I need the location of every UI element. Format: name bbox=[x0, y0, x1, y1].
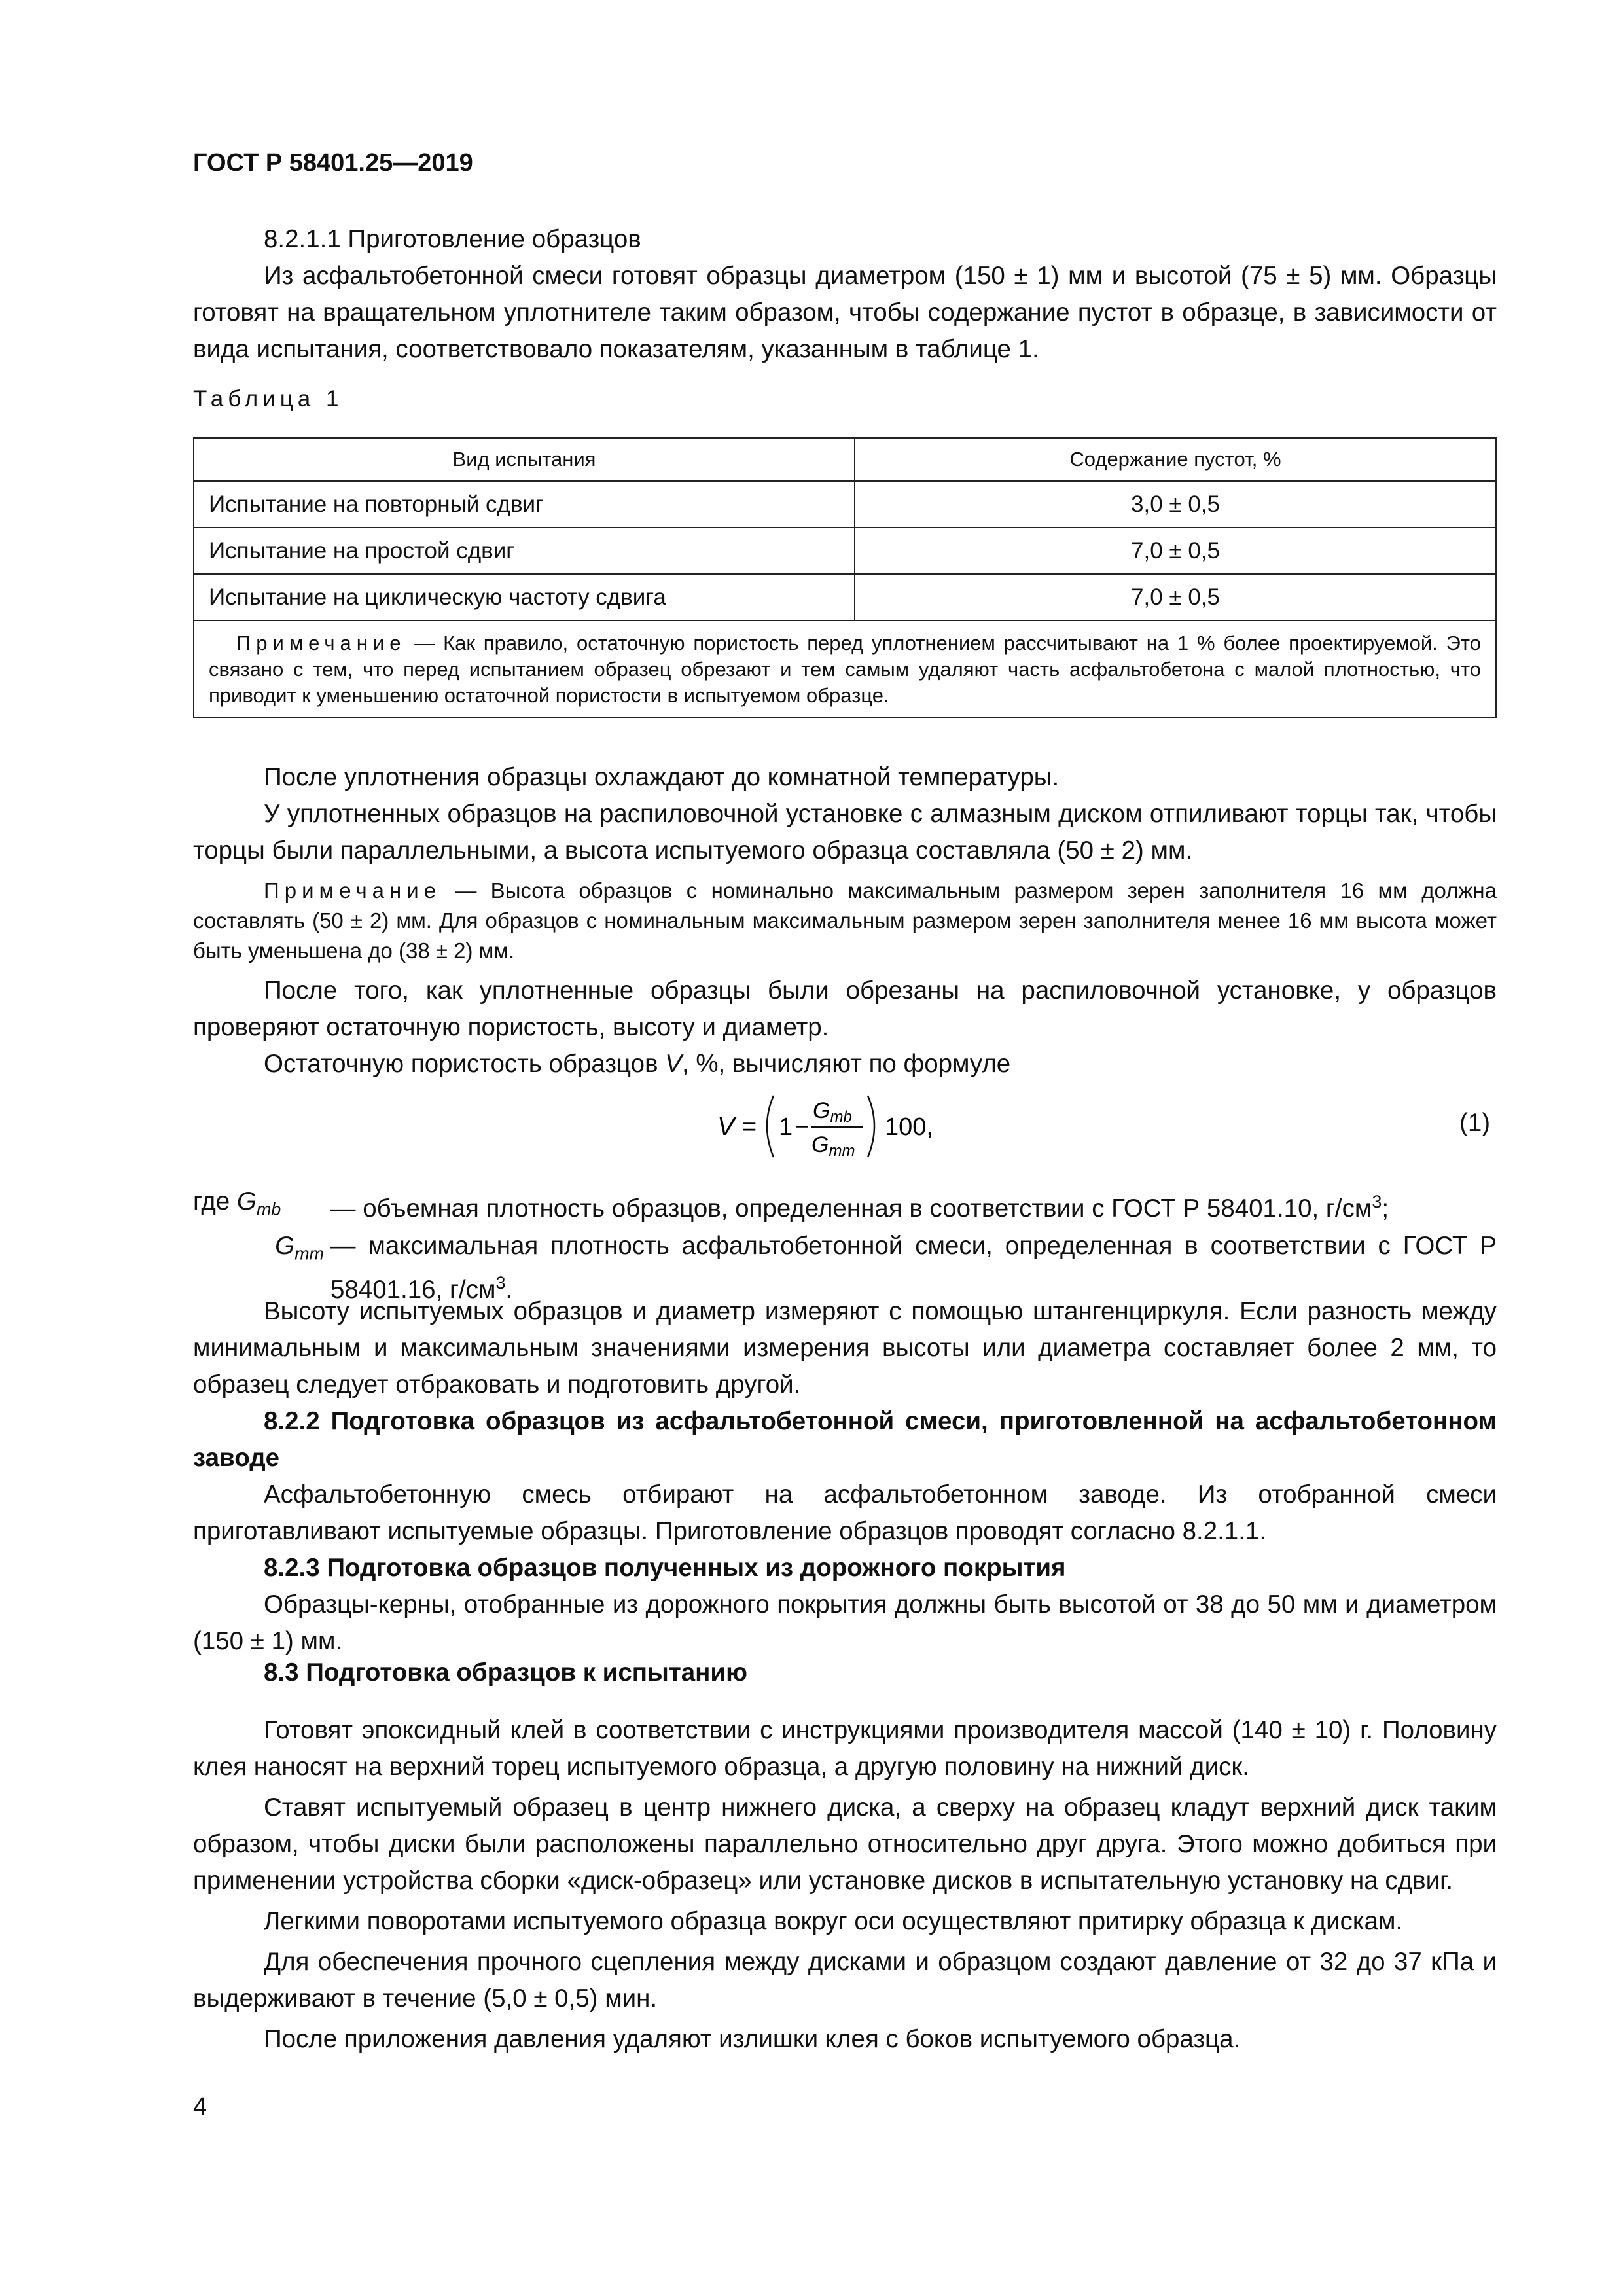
page-number: 4 bbox=[193, 2093, 207, 2121]
formula-number: (1) bbox=[1459, 1109, 1491, 1137]
section-83 bbox=[193, 1655, 1497, 2058]
porosity-intro-post: , %, вычисляют по формуле bbox=[681, 1050, 1011, 1078]
cutting-para: У уплотненных образцов на распиловочной установке с алмазным диском отпиливают торцы так, чтобы торцы были параллельными, а высота испытуемого образца составляла (50 ± 2) мм. bbox=[193, 800, 1497, 865]
table-row bbox=[194, 574, 1496, 620]
col-header-voids: Содержание пустот, % bbox=[855, 438, 1496, 481]
formula-tail: 100, bbox=[885, 1113, 933, 1141]
check-para: После того, как уплотненные образцы были обрезаны на распиловочной установке, у образцов проверяют остаточную пористость, высоту и диаметр. bbox=[193, 977, 1497, 1041]
after-table-block bbox=[193, 759, 1497, 1083]
def-gmb-symbol: где $G_{mb}$ bbox=[193, 1187, 281, 1219]
table-note-row bbox=[194, 620, 1496, 717]
cell-voids: 3,0 ± 0,5 bbox=[855, 481, 1496, 528]
section-822-para: Асфальтобетонную смесь отбирают на асфальтобетонном заводе. Из отобранной смеси приготавливают испытуемые образцы. Приготовление образцов проводят согласно 8.2.1.1. bbox=[193, 1480, 1497, 1545]
after-defs-block bbox=[193, 1293, 1497, 1660]
table-row bbox=[194, 528, 1496, 574]
porosity-intro bbox=[193, 1046, 1497, 1083]
pressure-para: Для обеспечения прочного сцепления между дисками и образцом создают давление от 32 до 37 кПа и выдерживают в течение (5,0 ± 0,5) мин. bbox=[193, 1948, 1497, 2013]
excess-glue-para: После приложения давления удаляют излишки клея с боков испытуемого образца. bbox=[264, 2025, 1241, 2053]
section-823-heading: 8.2.3 Подготовка образцов полученных из дорожного покрытия bbox=[264, 1554, 1066, 1582]
definitions-block bbox=[193, 1183, 1497, 1308]
table-note-label: Примечание bbox=[236, 632, 406, 655]
height-note-text: — Высота образцов с номинально максимальным размером зерен заполнителя 16 мм должна составлять (50 ± 2) мм. Для образцов с номинальным максимальным размером зерен заполнителя менее 16 мм высота может быть уменьшена до (38 ± 2) мм. bbox=[193, 878, 1497, 963]
cell-test: Испытание на повторный сдвиг bbox=[194, 481, 855, 528]
placement-para: Ставят испытуемый образец в центр нижнего диска, а сверху на образец кладут верхний диск таким образом, чтобы диски были расположены параллельно относительно друг друга. Этого можно добиться при применении устройства сборки «диск-образец» или установке дисков в испытательную установку на сдвиг. bbox=[193, 1793, 1497, 1895]
cell-voids: 7,0 ± 0,5 bbox=[855, 574, 1496, 620]
table-header-row bbox=[194, 438, 1496, 481]
formula-lhs: V bbox=[717, 1112, 735, 1141]
def-gmm-text: — максимальная плотность асфальтобетонной смеси, определенная в соответствии с ГОСТ Р 58401.16, $г/см^3$. bbox=[330, 1231, 1497, 1304]
porosity-var: V bbox=[665, 1050, 682, 1078]
def-gmb bbox=[193, 1183, 1497, 1228]
formula-minus: − bbox=[794, 1113, 810, 1141]
table-1 bbox=[193, 437, 1497, 718]
section-8211 bbox=[193, 221, 1497, 368]
caliper-para: Высоту испытуемых образцов и диаметр измеряют с помощью штангенциркуля. Если разность между минимальным и максимальным значениями измерения высоты или диаметра составляет более 2 мм, то образец следует отбраковать и подготовить другой. bbox=[193, 1297, 1497, 1399]
cell-test: Испытание на циклическую частоту сдвига bbox=[194, 574, 855, 620]
formula-eq: = bbox=[742, 1113, 757, 1141]
right-paren bbox=[868, 1096, 874, 1157]
cell-test: Испытание на простой сдвиг bbox=[194, 528, 855, 574]
formula-one: 1 bbox=[779, 1113, 793, 1141]
table-row bbox=[194, 481, 1496, 528]
formula-den: Gmm bbox=[812, 1132, 855, 1160]
cell-voids: 7,0 ± 0,5 bbox=[855, 528, 1496, 574]
left-paren bbox=[767, 1096, 774, 1157]
def-gmb-text: — объемная плотность образцов, определенная в соответствии с ГОСТ Р 58401.10, $г/см^3$; bbox=[330, 1192, 1389, 1223]
glue-para: Готовят эпоксидный клей в соответствии с инструкциями производителя массой (140 ± 10) г. Половину клея наносят на верхний торец испытуемого образца, а другую половину на нижний диск. bbox=[193, 1716, 1497, 1781]
section-8211-para: Из асфальтобетонной смеси готовят образцы диаметром (150 ± 1) мм и высотой (75 ± 5) мм. Образцы готовят на вращательном уплотнителе таким образом, чтобы содержание пустот в образце, в зависимости от вида испытания, соответствовало показателям, указанным в таблице 1. bbox=[193, 262, 1497, 363]
section-83-heading: 8.3 Подготовка образцов к испытанию bbox=[264, 1659, 747, 1687]
section-823-para: Образцы-керны, отобранные из дорожного покрытия должны быть высотой от 38 до 50 мм и диаметром (150 ± 1) мм. bbox=[193, 1590, 1497, 1655]
height-note bbox=[193, 876, 1497, 966]
height-note-label: Примечание bbox=[264, 878, 442, 903]
rotation-para: Легкими поворотами испытуемого образца вокруг оси осуществляют притирку образца к дискам. bbox=[264, 1907, 1403, 1935]
section-8211-heading: 8.2.1.1 Приготовление образцов bbox=[264, 225, 641, 253]
porosity-intro-pre: Остаточную пористость образцов bbox=[264, 1050, 666, 1078]
section-822-heading: 8.2.2 Подготовка образцов из асфальтобетонной смеси, приготовленной на асфальтобетонном заводе bbox=[193, 1407, 1497, 1472]
table-note-text: — Как правило, остаточную пористость перед уплотнением рассчитывают на 1 % более проектируемой. Это связано с тем, что перед испытанием образец обрезают и тем самым удаляют часть асфальтобетона с малой плотностью, что приводит к уменьшению остаточной пористости в испытуемом образце. bbox=[209, 632, 1481, 707]
def-gmm-symbol: $G_{mm}$ bbox=[275, 1231, 324, 1264]
standard-header: ГОСТ Р 58401.25—2019 bbox=[193, 149, 473, 177]
formula-1 bbox=[713, 1086, 962, 1165]
col-header-test: Вид испытания bbox=[194, 438, 855, 481]
formula-num: Gmb bbox=[813, 1098, 852, 1126]
table-note bbox=[194, 620, 1496, 717]
cooling-para: После уплотнения образцы охлаждают до комнатной температуры. bbox=[264, 763, 1060, 791]
table-caption: Таблица 1 bbox=[193, 386, 344, 412]
